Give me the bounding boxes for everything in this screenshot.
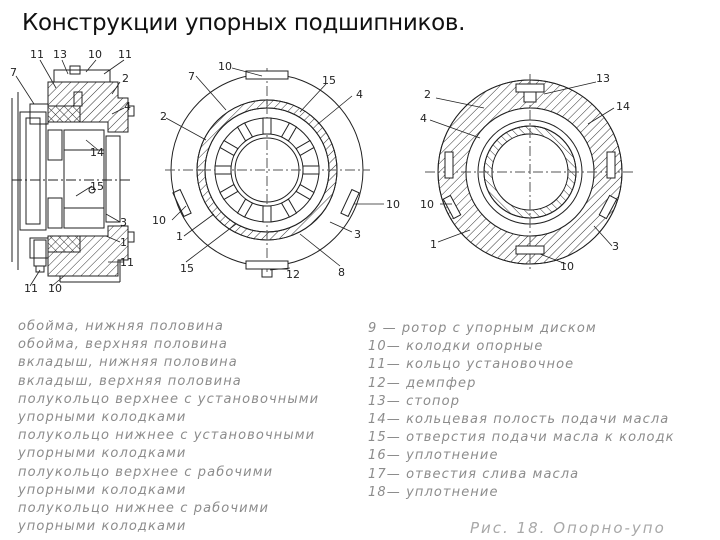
label-7: 7: [188, 70, 195, 83]
legend-item: 12— демпфер: [368, 375, 477, 391]
label-1: 1: [430, 238, 437, 251]
label-2: 2: [122, 72, 129, 85]
label-8: 8: [338, 266, 345, 279]
thrust-pads: [215, 118, 319, 222]
label-11: 11: [118, 48, 132, 61]
legend-item: 17— отвестия слива масла: [368, 466, 580, 482]
legend-item: полукольцо нижнее с установочными: [18, 428, 316, 444]
label-13: 13: [53, 48, 67, 61]
legend-item: упорными колодками: [18, 482, 187, 498]
legend-item: упорными колодками: [18, 519, 187, 535]
legend-item: упорными колодками: [18, 446, 187, 462]
label-10: 10: [88, 48, 102, 61]
label-11: 11: [30, 48, 44, 61]
legend-item: 16— уплотнение: [368, 448, 499, 464]
legend-item: полукольцо верхнее с рабочими: [18, 464, 274, 480]
label-11: 11: [120, 256, 134, 269]
label-10: 10: [48, 282, 62, 295]
label-15: 15: [90, 180, 104, 193]
label-2: 2: [424, 88, 431, 101]
label-10: 10: [386, 198, 400, 211]
label-1: 1: [120, 236, 127, 249]
legend-item: 14— кольцевая полость подачи масла: [368, 411, 670, 427]
label-14: 14: [90, 146, 104, 159]
legend-item: 11— кольцо установочное: [368, 357, 575, 373]
label-12: 12: [286, 268, 300, 281]
label-1: 1: [176, 230, 183, 243]
label-7: 7: [10, 66, 17, 79]
label-4: 4: [124, 100, 131, 113]
front-view: [165, 68, 370, 277]
legend-left: [18, 318, 319, 536]
label-2: 2: [160, 110, 167, 123]
legend-right: [368, 320, 675, 502]
legend-item: 13— стопор: [368, 393, 461, 409]
label-11: 11: [24, 282, 38, 295]
legend-item: вкладыш, верхняя половина: [18, 373, 242, 389]
legend-item: вкладыш, нижняя половина: [18, 355, 238, 371]
label-10: 10: [560, 260, 574, 273]
label-10: 10: [218, 60, 232, 73]
legend-item: упорными колодками: [18, 409, 187, 425]
label-10: 10: [152, 214, 166, 227]
label-15: 15: [180, 262, 194, 275]
label-14: 14: [616, 100, 630, 113]
legend-item: 9 — ротор с упорным диском: [368, 321, 597, 336]
label-3: 3: [120, 216, 127, 229]
legend-item: полукольцо верхнее с установочными: [18, 391, 320, 407]
rear-view: [425, 74, 635, 272]
label-4: 4: [420, 112, 427, 125]
legend-item: обойма, нижняя половина: [18, 319, 224, 334]
label-15: 15: [322, 74, 336, 87]
slide-title: Конструкции упорных подшипников.: [22, 10, 466, 36]
legend-item: обойма, верхняя половина: [18, 337, 228, 353]
legend-item: 18— уплотнение: [368, 484, 499, 500]
label-3: 3: [612, 240, 619, 253]
label-10: 10: [420, 198, 434, 211]
legend-item: полукольцо нижнее с рабочими: [18, 500, 270, 516]
legend-item: 15— отверстия подачи масла к колодк: [368, 430, 675, 446]
label-13: 13: [596, 72, 610, 85]
figure-caption: Рис. 18. Опорно-упо: [470, 519, 666, 537]
legend-item: 10— колодки опорные: [368, 339, 544, 355]
label-3: 3: [354, 228, 361, 241]
label-4: 4: [356, 88, 363, 101]
